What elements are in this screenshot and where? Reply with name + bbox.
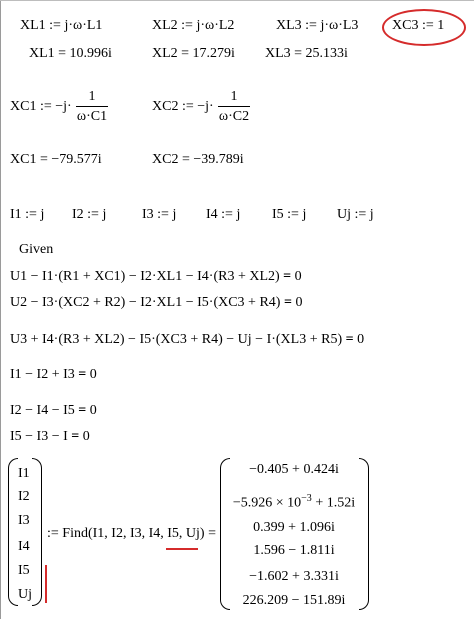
result-i4[interactable]: 1.596 − 1.811i <box>253 543 335 558</box>
result-i3[interactable]: 0.399 + 1.096i <box>253 520 335 535</box>
equation-6-bold-equals: = <box>71 429 80 444</box>
equation-1-bold-equals: = <box>283 269 292 284</box>
xc2-denominator: ω·C2 <box>218 109 250 124</box>
equation-5[interactable] <box>10 404 97 418</box>
def-xl3[interactable]: XL3 := j·ω·L3 <box>276 18 359 33</box>
init-i4[interactable]: I4 := j <box>206 207 241 222</box>
xc1-numerator: 1 <box>88 89 96 104</box>
equation-4[interactable] <box>10 368 97 382</box>
equation-3[interactable] <box>10 333 364 347</box>
result-i5[interactable]: −1.602 + 3.331i <box>249 569 339 584</box>
init-i3[interactable]: I3 := j <box>142 207 177 222</box>
result-i1[interactable]: −0.405 + 0.424i <box>249 462 339 477</box>
equation-5-bold-equals: = <box>78 403 87 418</box>
xc1-denominator: ω·C1 <box>76 109 108 124</box>
xc1-fraction <box>76 90 108 124</box>
xc2-fraction <box>218 90 250 124</box>
equation-3-bold-equals: = <box>345 332 354 347</box>
equation-2-rhs: 0 <box>295 295 303 310</box>
val-xl2[interactable]: XL2 = 17.279i <box>152 46 235 61</box>
result-i2-mantissa: −5.926 × 10 <box>232 495 302 511</box>
init-i1[interactable]: I1 := j <box>10 207 45 222</box>
unknowns-left-paren <box>8 458 18 606</box>
given-keyword[interactable]: Given <box>19 242 54 257</box>
init-i5[interactable]: I5 := j <box>272 207 307 222</box>
unknown-i5[interactable]: I5 <box>18 563 30 578</box>
equation-4-rhs: 0 <box>89 367 97 382</box>
equation-6-lhs: I5 − I3 − I <box>10 429 68 444</box>
equation-2-bold-equals: = <box>283 295 292 310</box>
equation-4-bold-equals: = <box>78 367 87 382</box>
equation-4-lhs: I1 − I2 + I3 <box>10 367 75 382</box>
init-uj[interactable]: Uj := j <box>337 207 374 222</box>
equation-1[interactable] <box>10 270 302 284</box>
unknown-uj[interactable]: Uj <box>18 587 32 602</box>
result-uj[interactable]: 226.209 − 151.89i <box>242 593 346 608</box>
equation-5-lhs: I2 − I4 − I5 <box>10 403 75 418</box>
def-xc2-lhs[interactable]: XC2 := −j· <box>152 99 214 114</box>
equation-5-rhs: 0 <box>89 403 97 418</box>
equation-2[interactable] <box>10 296 302 310</box>
find-expression[interactable]: := Find(I1, I2, I3, I4, I5, Uj) = <box>47 526 216 541</box>
equation-1-lhs: U1 − I1·(R1 + XC1) − I2·XL1 − I4·(R3 + XL2) <box>10 269 280 284</box>
equation-2-lhs: U2 − I3·(XC2 + R2) − I2·XL1 − I5·(XC3 + R4) <box>10 295 281 310</box>
cursor-red-line <box>45 565 47 603</box>
equation-6-rhs: 0 <box>82 429 90 444</box>
xc2-numerator: 1 <box>230 89 238 104</box>
result-i2[interactable] <box>219 494 369 511</box>
equation-3-lhs: U3 + I4·(R3 + XL2) − I5·(XC3 + R4) − Uj − I·(XL3 + R5) <box>10 332 343 347</box>
unknown-i3[interactable]: I3 <box>18 513 30 528</box>
equation-1-rhs: 0 <box>294 269 302 284</box>
unknown-i1[interactable]: I1 <box>18 466 30 481</box>
frame-left-border <box>0 0 1 619</box>
equation-6[interactable] <box>10 430 90 444</box>
frame-top-border <box>0 0 474 1</box>
result-i2-exponent: −3 <box>301 493 312 504</box>
val-xl3[interactable]: XL3 = 25.133i <box>265 46 348 61</box>
unknown-i4[interactable]: I4 <box>18 539 30 554</box>
result-i2-imag: + 1.52i <box>311 495 356 511</box>
val-xc2[interactable]: XC2 = −39.789i <box>152 152 244 167</box>
unknowns-right-paren <box>32 458 42 606</box>
find-underline-red <box>166 548 198 550</box>
def-xc3[interactable]: XC3 := 1 <box>392 18 445 33</box>
def-xc1-lhs[interactable]: XC1 := −j· <box>10 99 72 114</box>
def-xl1[interactable]: XL1 := j·ω·L1 <box>20 18 103 33</box>
equation-3-rhs: 0 <box>357 332 365 347</box>
val-xc1[interactable]: XC1 = −79.577i <box>10 152 102 167</box>
xc3-highlight-ellipse <box>382 9 466 46</box>
init-i2[interactable]: I2 := j <box>72 207 107 222</box>
unknown-i2[interactable]: I2 <box>18 489 30 504</box>
def-xl2[interactable]: XL2 := j·ω·L2 <box>152 18 235 33</box>
val-xl1[interactable]: XL1 = 10.996i <box>29 46 112 61</box>
